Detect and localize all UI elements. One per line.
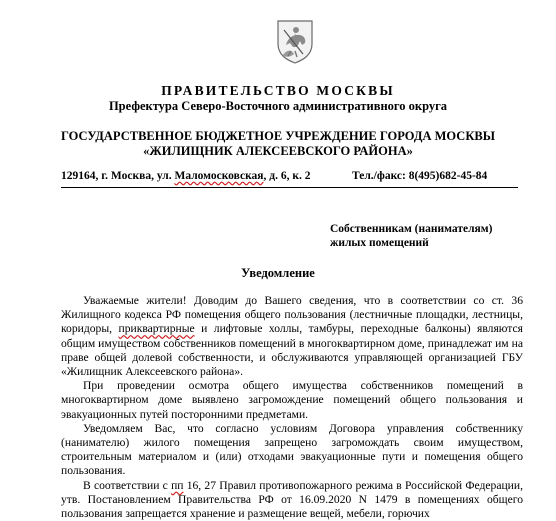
document-body xyxy=(61,294,523,521)
paragraph: Уведомляем Вас, что согласно условиям Договора управления собственнику (нанимателю) жилого помещения запрещено загромождать своим имуществом, строительным материалом и (или) отходами эвакуационные пути и помещения общего пользования. xyxy=(61,421,523,478)
document-title: Уведомление xyxy=(241,266,315,280)
phone-fax: Тел./факс: 8(495)682-45-84 xyxy=(352,170,488,182)
recipient-line-2: жилых помещений xyxy=(330,237,429,249)
paragraph-text: В соответствии с xyxy=(83,478,172,492)
paragraph xyxy=(61,294,523,379)
paragraph xyxy=(61,479,523,521)
paragraph-text: 16, 27 Правил противопожарного режима в Российской Федерации, утв. Постановлением Правительства РФ от 16.09.2020 N 1479 в помещениях общего пользования запрещается хранение и размещение вещей, мебели, горючих xyxy=(61,478,523,521)
recipient-line-1: Собственникам (нанимателям) xyxy=(330,223,493,235)
spellcheck-word: приквартирные xyxy=(118,322,195,336)
prefecture-title: Префектура Северо-Восточного административного округа xyxy=(108,99,448,113)
paragraph-text: Уважаемые жители! Доводим до Вашего сведения, что в соответствии со ст. 36 Жилищного кодекса РФ помещения общего пользования (лестничные площадки, лестницы, коридоры, xyxy=(61,294,523,336)
address-prefix: 129164, г. Москва, ул. xyxy=(61,170,175,182)
paragraph-text: и лифтовые холлы, тамбуры, переходные балконы) являются общим имуществом собственников помещений в многоквартирном доме, принадлежат им на праве общей долевой собственности, и обслуживаются управляющей организацией ГБУ «Жилищник Алексеевского района». xyxy=(61,322,523,379)
institution-title: ГОСУДАРСТВЕННОЕ БЮДЖЕТНОЕ УЧРЕЖДЕНИЕ ГОРОДА МОСКВЫ xyxy=(61,129,495,143)
paragraph: При проведении осмотра общего имущества собственников помещений в многоквартирном доме выявлено загромождение помещений общего пользования и эвакуационных путей посторонними предметами. xyxy=(61,379,523,421)
address xyxy=(61,170,310,182)
header-divider xyxy=(61,187,518,188)
address-street: Маломосковская xyxy=(174,170,264,182)
government-title: ПРАВИТЕЛЬСТВО МОСКВЫ xyxy=(161,83,395,98)
address-suffix: , д. 6, к. 2 xyxy=(263,170,311,182)
institution-name: «ЖИЛИЩНИК АЛЕКСЕЕВСКОГО РАЙОНА» xyxy=(143,144,413,158)
moscow-coat-of-arms-icon xyxy=(275,18,315,64)
spellcheck-word: пп xyxy=(171,478,184,492)
